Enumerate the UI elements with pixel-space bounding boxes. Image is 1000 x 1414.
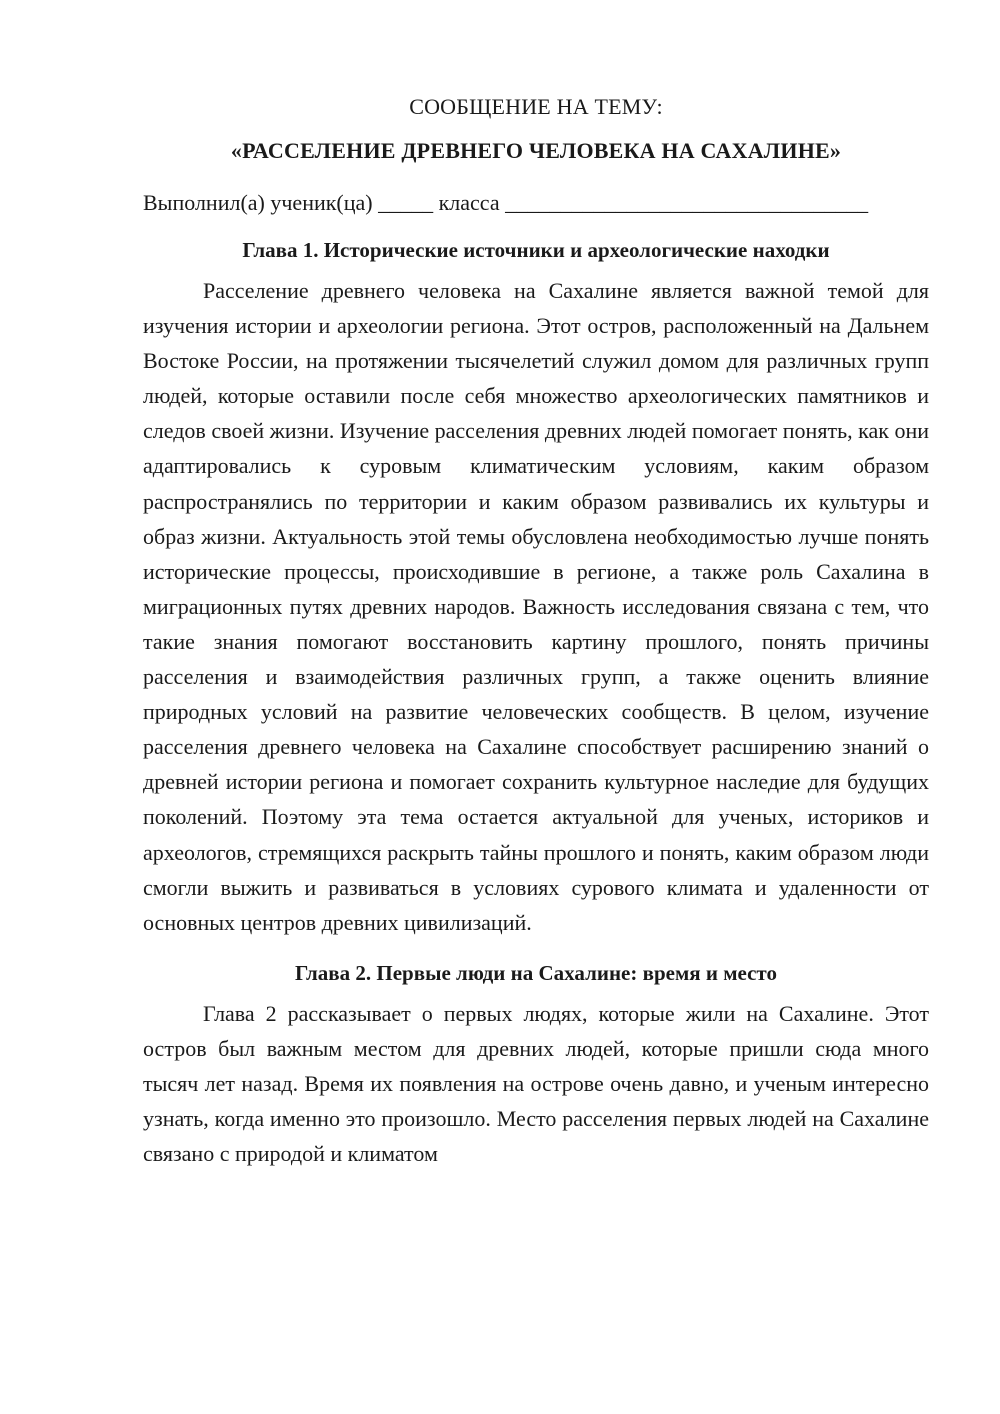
student-info-line: Выполнил(а) ученик(ца) _____ класса _________________________________ — [143, 190, 869, 215]
chapter-2-text: Глава 2 рассказывает о первых людях, которые жили на Сахалине. Этот остров был важным местом для древних людей, которые пришли сюда много тысяч лет назад. Время их появления на острове очень давно, и ученым интересно узнать, когда именно это произошло. Место расселения первых людей на Сахалине связано с природой и климатом — [143, 1000, 929, 1167]
chapter-1-text: Расселение древнего человека на Сахалине является важной темой для изучения истории и археологии региона. Этот остров, расположенный на Дальнем Востоке России, на протяжении тысячелетий служил домом для различных групп людей, которые оставили после себя множество археологических памятников и следов своей жизни. Изучение расселения древних людей помогает понять, как они адаптировались к суровым климатическим условиям, каким образом распространялись по территории и каким образом развивались их культуры и образ жизни. Актуальность этой темы обусловлена необходимостью лучше понять исторические процессы, происходившие в регионе, а также роль Сахалина в миграционных путях древних народов. Важность исследования связана с тем, что такие знания помогают восстановить картину прошлого, понять причины расселения и взаимодействия различных групп, а также оценить влияние природных условий на развитие человеческих сообществ. В целом, изучение расселения древнего человека на Сахалине способствует расширению знаний о древней истории региона и помогает сохранить культурное наследие для будущих поколений. Поэтому эта тема остается актуальной для ученых, историков и археологов, стремящихся раскрыть тайны прошлого и понять, каким образом люди смогли выжить и развиваться в условиях сурового климата и удаленности от основных центров древних цивилизаций. — [143, 278, 929, 935]
chapter-1-heading: Глава 1. Исторические источники и археологические находки — [242, 238, 830, 262]
chapter-2-heading: Глава 2. Первые люди на Сахалине: время и место — [295, 960, 777, 985]
document-title-line2: «РАССЕЛЕНИЕ ДРЕВНЕГО ЧЕЛОВЕКА НА САХАЛИНЕ» — [230, 138, 842, 163]
document-title-line1: СООБЩЕНИЕ НА ТЕМУ: — [409, 94, 663, 119]
document-page — [143, 92, 929, 1171]
